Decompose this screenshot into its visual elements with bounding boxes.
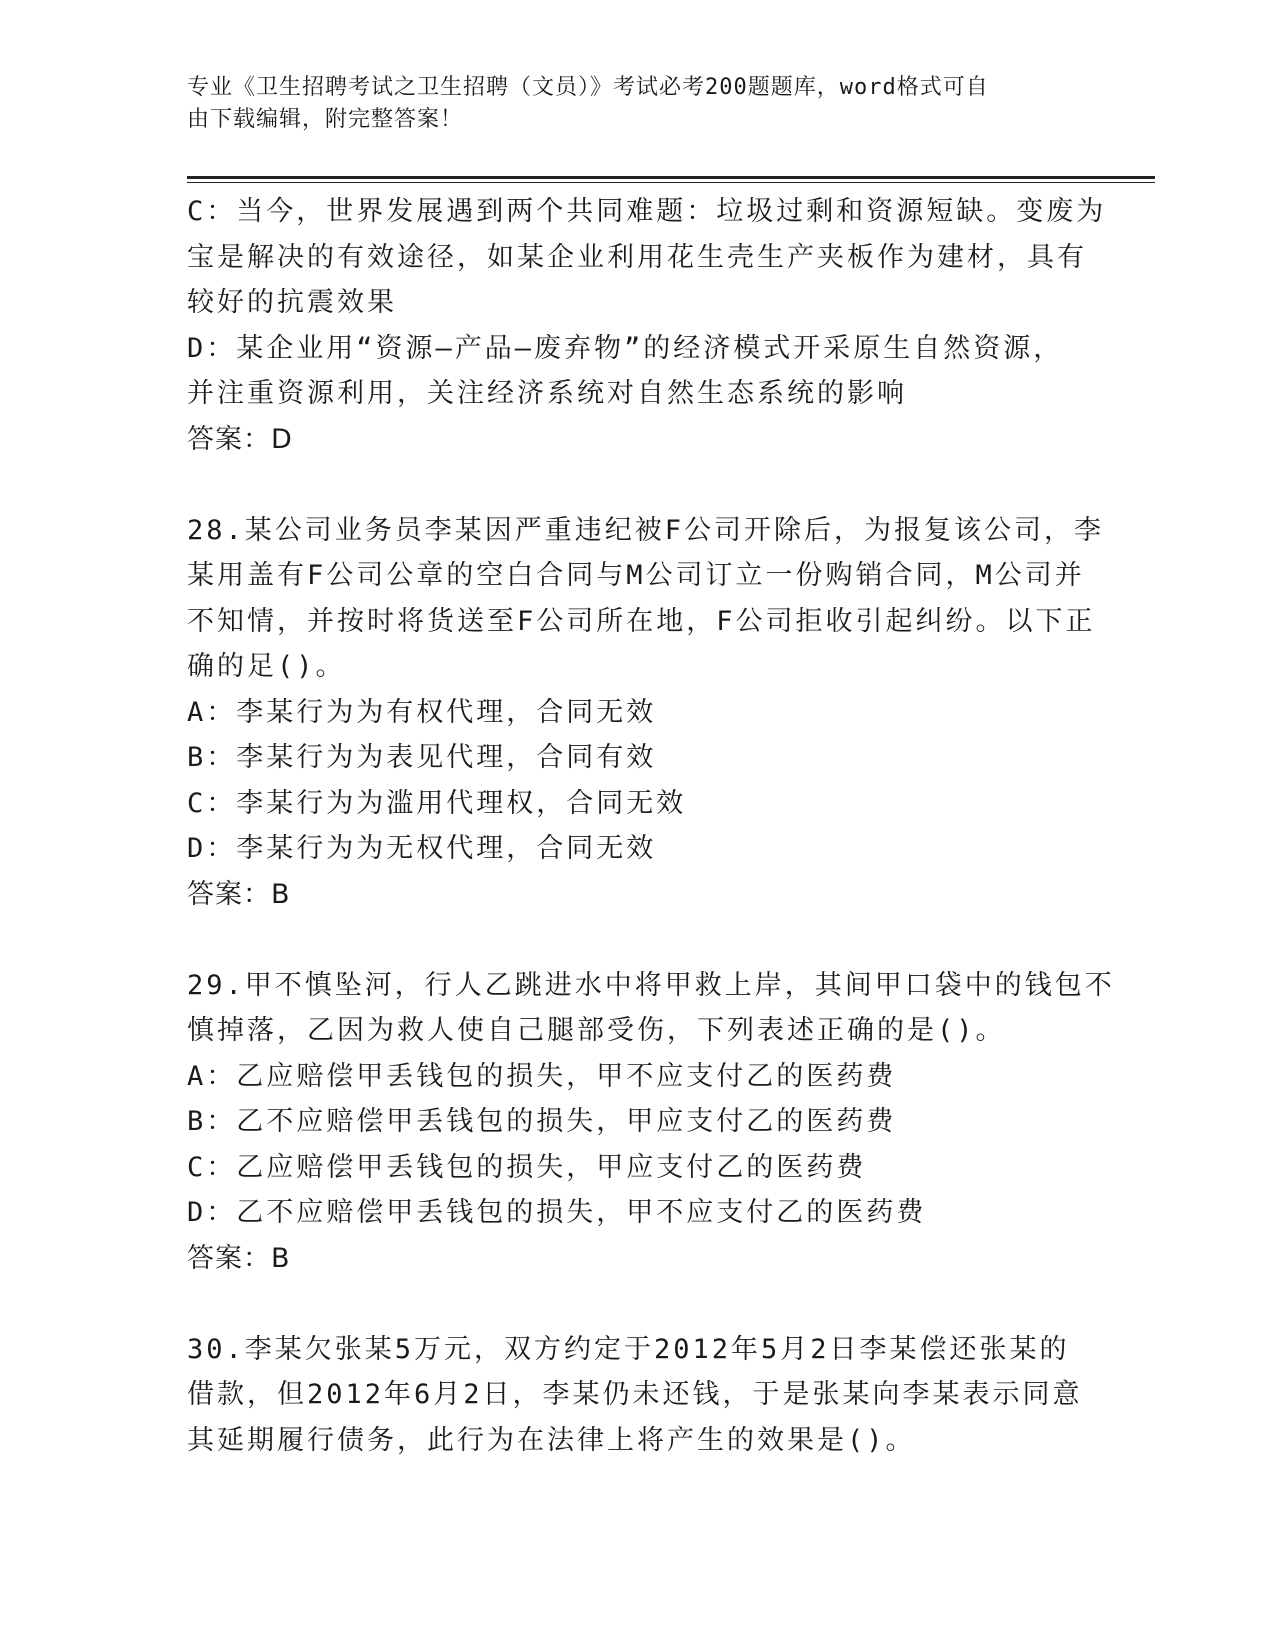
question-stem-line: 确的足()。	[187, 651, 346, 682]
previous-question-tail	[187, 189, 1107, 462]
header-divider-thick	[187, 176, 1155, 179]
option-c: C：李某行为为滥用代理权，合同无效	[187, 787, 687, 819]
question-29	[187, 963, 1115, 1282]
option-d-line: D：某企业用“资源—产品—废弃物”的经济模式开采原生自然资源，	[187, 332, 1064, 364]
option-a: A：乙应赔偿甲丢钱包的损失，甲不应支付乙的医药费	[187, 1060, 897, 1092]
option-d: D：李某行为为无权代理，合同无效	[187, 833, 657, 864]
question-stem-line: 其延期履行债务，此行为在法律上将产生的效果是()。	[187, 1424, 916, 1456]
answer-label: 答案：B	[187, 1242, 291, 1274]
header-divider-thin	[187, 182, 1155, 183]
spacer	[187, 462, 1087, 508]
question-stem-line: 30.李某欠张某5万元，双方约定于2012年5月2日李某偿还张某的	[187, 1333, 1070, 1365]
document-body	[187, 189, 1115, 1463]
option-c: C：乙应赔偿甲丢钱包的损失，甲应支付乙的医药费	[187, 1151, 867, 1183]
question-stem-line: 28.某公司业务员李某因严重违纪被F公司开除后，为报复该公司，李	[187, 514, 1105, 546]
question-30	[187, 1327, 1087, 1464]
answer-label: 答案：D	[187, 423, 293, 455]
option-d-line: 并注重资源利用，关注经济系统对自然生态系统的影响	[187, 378, 907, 409]
spacer	[187, 917, 1087, 963]
header-line-1: 专业《卫生招聘考试之卫生招聘（文员）》考试必考200题题库，word格式可自	[187, 75, 989, 100]
question-stem-line: 29.甲不慎坠河，行人乙跳进水中将甲救上岸，其间甲口袋中的钱包不	[187, 969, 1115, 1001]
option-c-line: 宝是解决的有效途径，如某企业利用花生壳生产夹板作为建材，具有	[187, 241, 1087, 273]
header-line-2: 由下载编辑，附完整答案！	[187, 107, 464, 132]
option-c-line: 较好的抗震效果	[187, 287, 397, 318]
question-stem-line: 借款，但2012年6月2日，李某仍未还钱，于是张某向李某表示同意	[187, 1379, 1083, 1410]
option-b: B：李某行为为表见代理，合同有效	[187, 742, 657, 773]
option-c-line: C：当今，世界发展遇到两个共同难题：垃圾过剩和资源短缺。变废为	[187, 196, 1107, 227]
question-stem-line: 某用盖有F公司公章的空白合同与M公司订立一份购销合同，M公司并	[187, 560, 1085, 591]
option-d: D：乙不应赔偿甲丢钱包的损失，甲不应支付乙的医药费	[187, 1197, 927, 1228]
question-stem-line: 慎掉落，乙因为救人使自己腿部受伤，下列表述正确的是()。	[187, 1015, 1006, 1046]
option-b: B：乙不应赔偿甲丢钱包的损失，甲应支付乙的医药费	[187, 1106, 897, 1137]
answer-label: 答案：B	[187, 878, 291, 910]
question-28	[187, 508, 1105, 918]
document-header	[187, 72, 1077, 136]
option-a: A：李某行为为有权代理，合同无效	[187, 696, 657, 728]
spacer	[187, 1281, 1087, 1327]
question-stem-line: 不知情，并按时将货送至F公司所在地，F公司拒收引起纠纷。以下正	[187, 605, 1096, 637]
